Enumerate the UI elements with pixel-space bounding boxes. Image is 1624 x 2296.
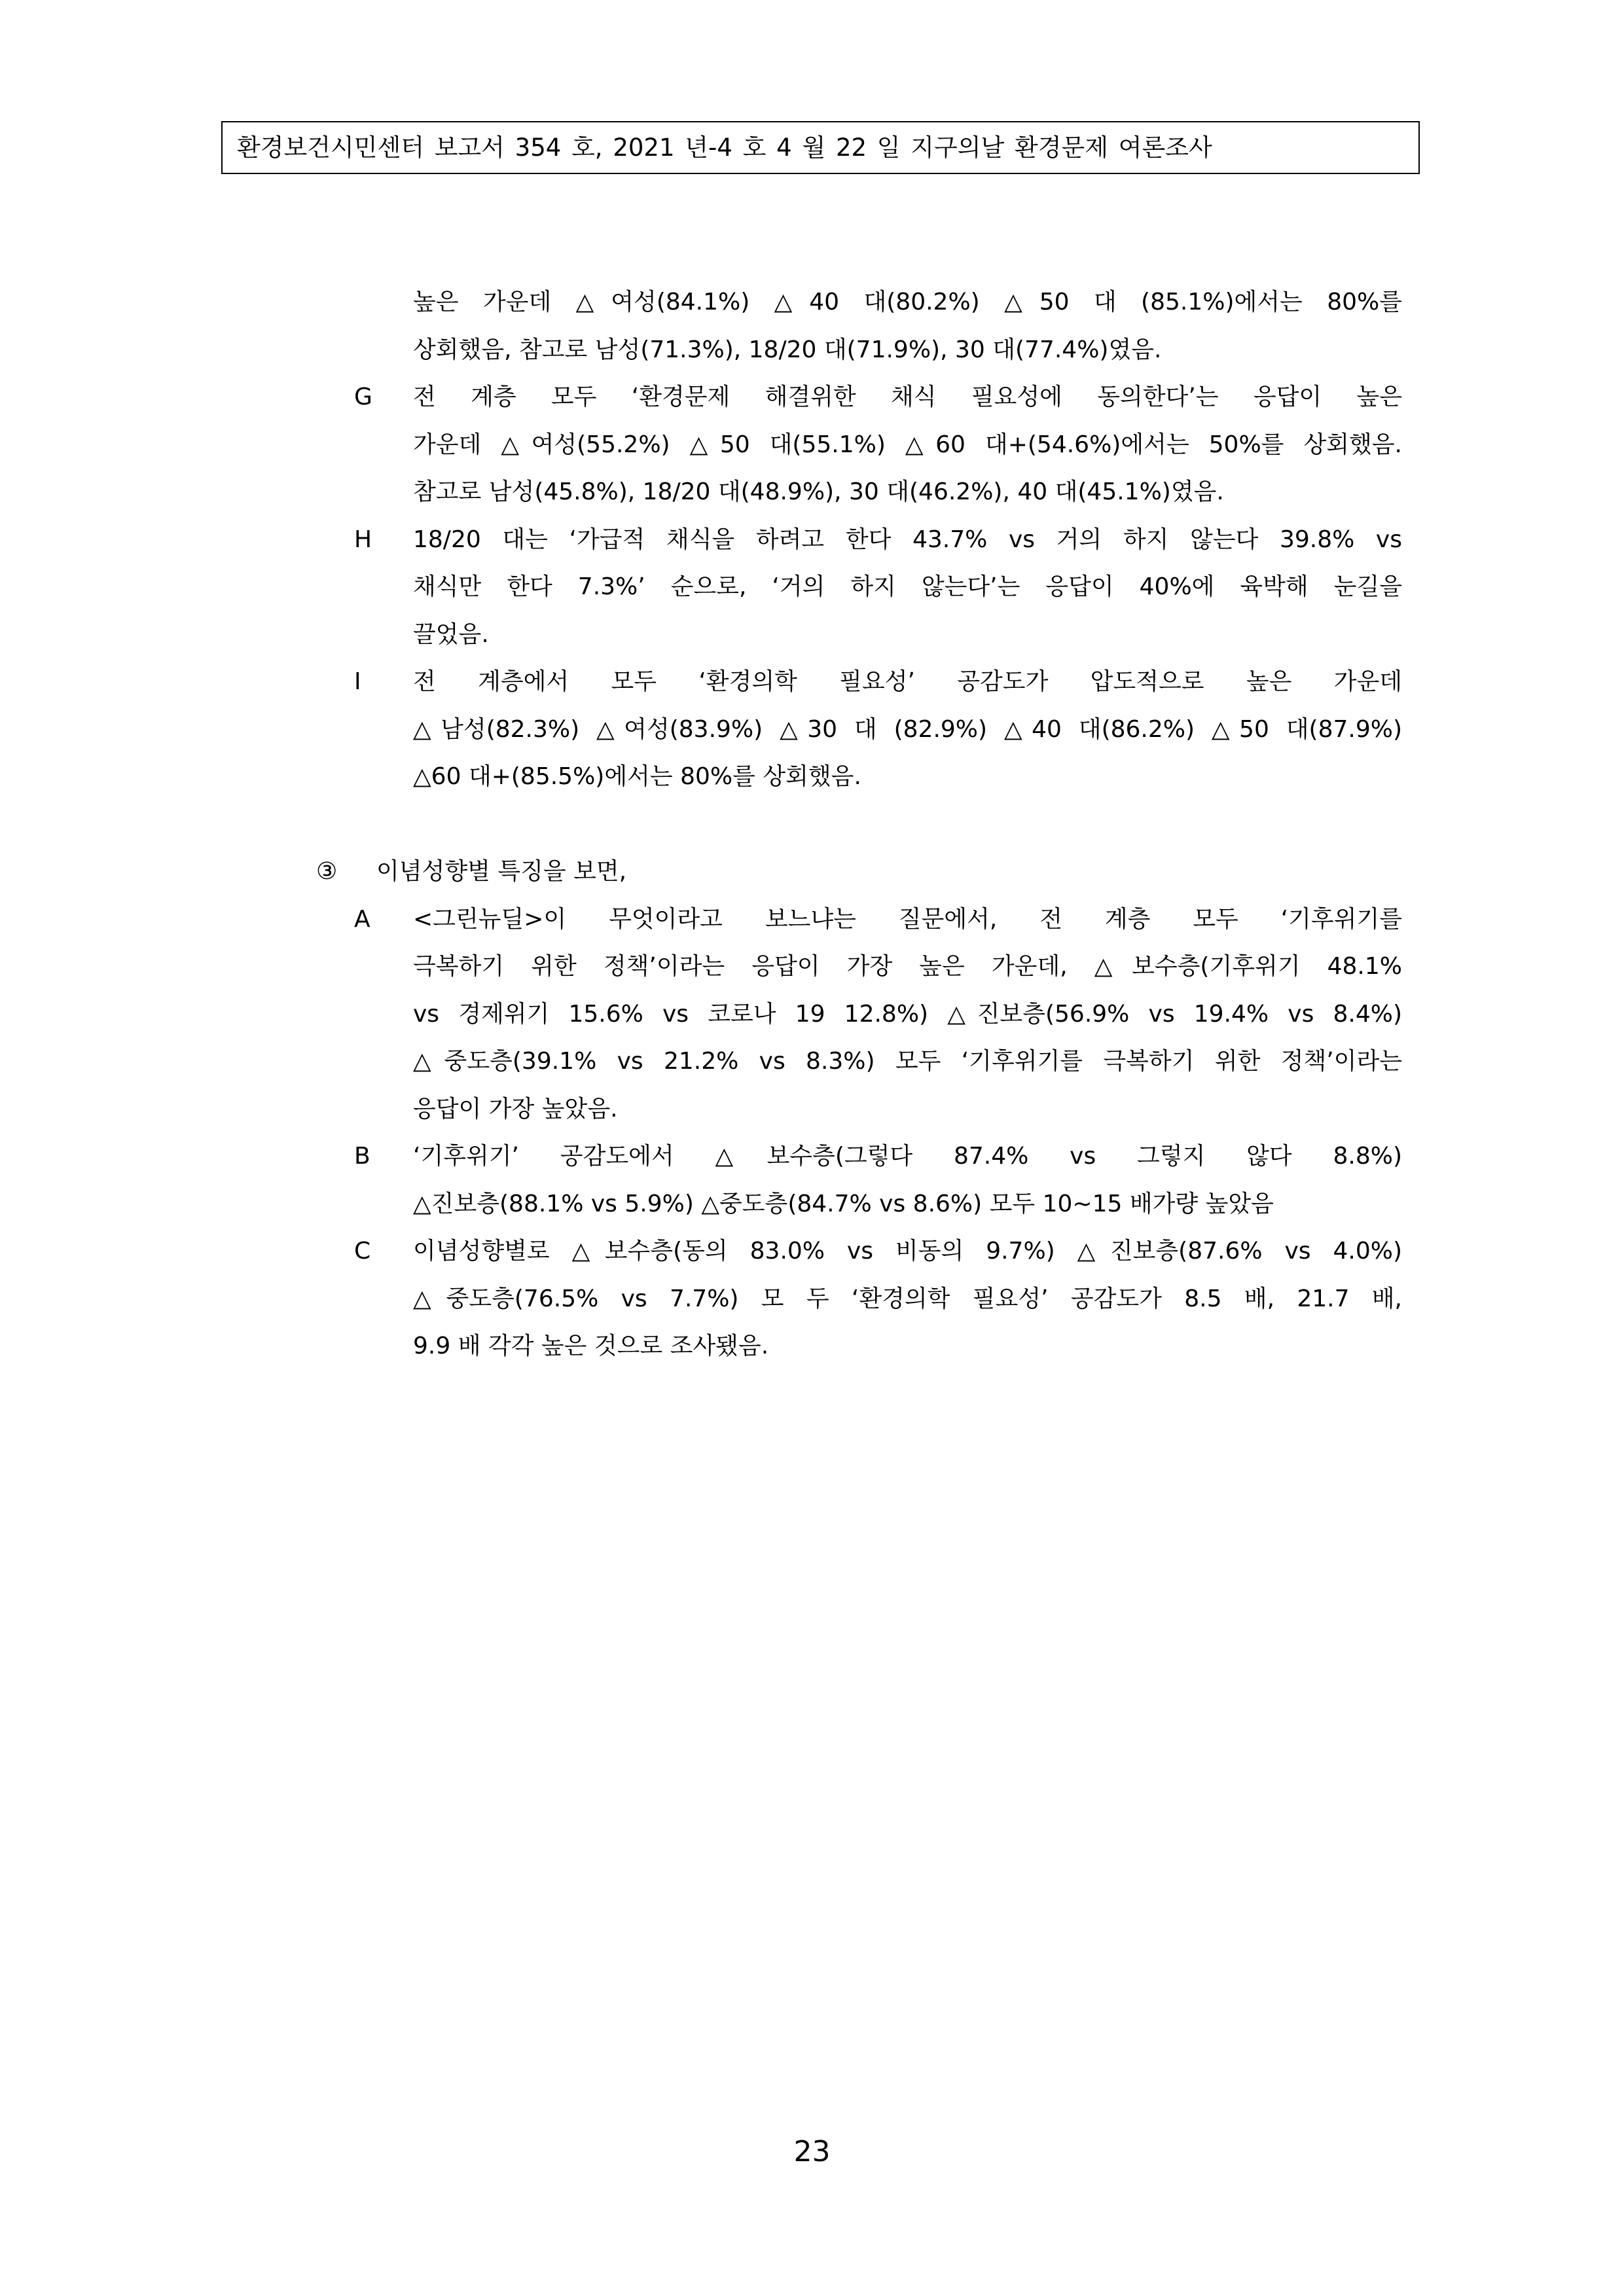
item-label: B bbox=[354, 1143, 370, 1170]
section-number-marker: ③ bbox=[316, 858, 338, 885]
paragraph-line: 응답이 가장 높았음. bbox=[413, 1095, 618, 1122]
list-item-a-line bbox=[0, 1038, 1624, 1086]
list-item-i bbox=[0, 658, 1624, 706]
item-label: G bbox=[354, 384, 372, 410]
report-header-box bbox=[221, 121, 1420, 174]
item-label-empty bbox=[354, 611, 413, 659]
item-label: C bbox=[354, 1238, 371, 1265]
item-label-empty bbox=[354, 1323, 413, 1371]
paragraph-line: ‘기후위기’ 공감도에서 △보수층(그렇다 87.4% vs 그렇지 않다 8.8%) bbox=[413, 1143, 1402, 1170]
document-body bbox=[0, 279, 1624, 1371]
list-item-c-line bbox=[0, 1323, 1624, 1371]
item-label-empty bbox=[354, 943, 413, 991]
item-label-empty bbox=[354, 1086, 413, 1134]
item-label-empty bbox=[354, 706, 413, 754]
list-item-g-line bbox=[0, 469, 1624, 516]
list-item-h-line bbox=[0, 564, 1624, 611]
paragraph-line: vs 경제위기 15.6% vs 코로나 19 12.8%) △진보층(56.9% vs 19.4% vs 8.4%) bbox=[413, 1000, 1402, 1028]
item-label-empty bbox=[354, 753, 413, 801]
continuation-line bbox=[0, 327, 1624, 374]
item-label-empty bbox=[354, 1038, 413, 1086]
item-label: H bbox=[354, 526, 372, 553]
list-item-a-line bbox=[0, 1086, 1624, 1134]
paragraph-line: 18/20 대는 ‘가급적 채식을 하려고 한다 43.7% vs 거의 하지 않는다 39.8% vs bbox=[413, 526, 1402, 553]
paragraph-line: 9.9 배 각각 높은 것으로 조사됐음. bbox=[413, 1333, 769, 1359]
item-label-empty bbox=[354, 279, 413, 327]
list-item-a-line bbox=[0, 991, 1624, 1039]
paragraph-line: 이념성향별로 △보수층(동의 83.0% vs 비동의 9.7%) △진보층(87.6% vs 4.0%) bbox=[413, 1238, 1402, 1265]
item-label-empty bbox=[354, 422, 413, 469]
item-label-empty bbox=[354, 1181, 413, 1229]
list-item-h bbox=[0, 516, 1624, 564]
section-heading bbox=[0, 848, 1624, 896]
item-label-empty bbox=[354, 991, 413, 1039]
item-label-empty bbox=[354, 469, 413, 516]
list-item-i-line bbox=[0, 753, 1624, 801]
page-number: 23 bbox=[793, 2135, 831, 2168]
blank-line bbox=[0, 801, 1624, 849]
item-label-empty bbox=[354, 327, 413, 374]
paragraph-line: △중도층(76.5% vs 7.7%) 모 두 ‘환경의학 필요성’ 공감도가 8.5 배, 21.7 배, bbox=[413, 1285, 1402, 1312]
section-heading-text: 이념성향별 특징을 보면, bbox=[376, 858, 627, 885]
item-label-empty bbox=[354, 564, 413, 611]
paragraph-line: 가운데 △여성(55.2%) △50 대(55.1%) △60 대+(54.6%)에서는 50%를 상회했음. bbox=[413, 431, 1402, 458]
list-item-g bbox=[0, 374, 1624, 422]
paragraph-line: <그린뉴딜>이 무엇이라고 보느냐는 질문에서, 전 계층 모두 ‘기후위기를 bbox=[413, 905, 1402, 933]
paragraph-line: 끌었음. bbox=[413, 620, 489, 648]
paragraph-line: 참고로 남성(45.8%), 18/20 대(48.9%), 30 대(46.2%), 40 대(45.1%)였음. bbox=[413, 478, 1224, 505]
list-item-c-line bbox=[0, 1276, 1624, 1323]
list-item-i-line bbox=[0, 706, 1624, 754]
list-item-h-line bbox=[0, 611, 1624, 659]
paragraph-line: 높은 가운데 △여성(84.1%) △40 대(80.2%) △50 대 (85.1%)에서는 80%를 bbox=[413, 289, 1402, 315]
list-item-g-line bbox=[0, 422, 1624, 469]
paragraph-line: 상회했음, 참고로 남성(71.3%), 18/20 대(71.9%), 30 대(77.4%)였음. bbox=[413, 336, 1162, 363]
item-label: I bbox=[354, 668, 361, 695]
list-item-b-line bbox=[0, 1181, 1624, 1229]
item-label: A bbox=[354, 905, 370, 933]
paragraph-line: 전 계층에서 모두 ‘환경의학 필요성’ 공감도가 압도적으로 높은 가운데 bbox=[413, 668, 1402, 695]
item-label-empty bbox=[354, 1276, 413, 1323]
paragraph-line: △중도층(39.1% vs 21.2% vs 8.3%) 모두 ‘기후위기를 극복하기 위한 정책’이라는 bbox=[413, 1048, 1402, 1075]
list-item-a bbox=[0, 896, 1624, 944]
list-item-b bbox=[0, 1133, 1624, 1181]
paragraph-line: 극복하기 위한 정책’이라는 응답이 가장 높은 가운데, △보수층(기후위기 48.1% bbox=[413, 953, 1402, 980]
list-item-c bbox=[0, 1228, 1624, 1276]
report-header-title: 환경보건시민센터 보고서 354 호, 2021 년-4 호 4 월 22 일 지구의날 환경문제 여론조사 bbox=[237, 134, 1212, 162]
paragraph-line: △진보층(88.1% vs 5.9%) △중도층(84.7% vs 8.6%) 모두 10~15 배가량 높았음 bbox=[413, 1190, 1274, 1217]
paragraph-line: 채식만 한다 7.3%’ 순으로, ‘거의 하지 않는다’는 응답이 40%에 육박해 눈길을 bbox=[413, 573, 1402, 600]
list-item-a-line bbox=[0, 943, 1624, 991]
paragraph-line: △60 대+(85.5%)에서는 80%를 상회했음. bbox=[413, 763, 861, 790]
continuation-line bbox=[0, 279, 1624, 327]
paragraph-line: △남성(82.3%) △여성(83.9%) △30 대 (82.9%) △40 대(86.2%) △50 대(87.9%) bbox=[413, 715, 1402, 743]
paragraph-line: 전 계층 모두 ‘환경문제 해결위한 채식 필요성에 동의한다’는 응답이 높은 bbox=[413, 384, 1402, 410]
